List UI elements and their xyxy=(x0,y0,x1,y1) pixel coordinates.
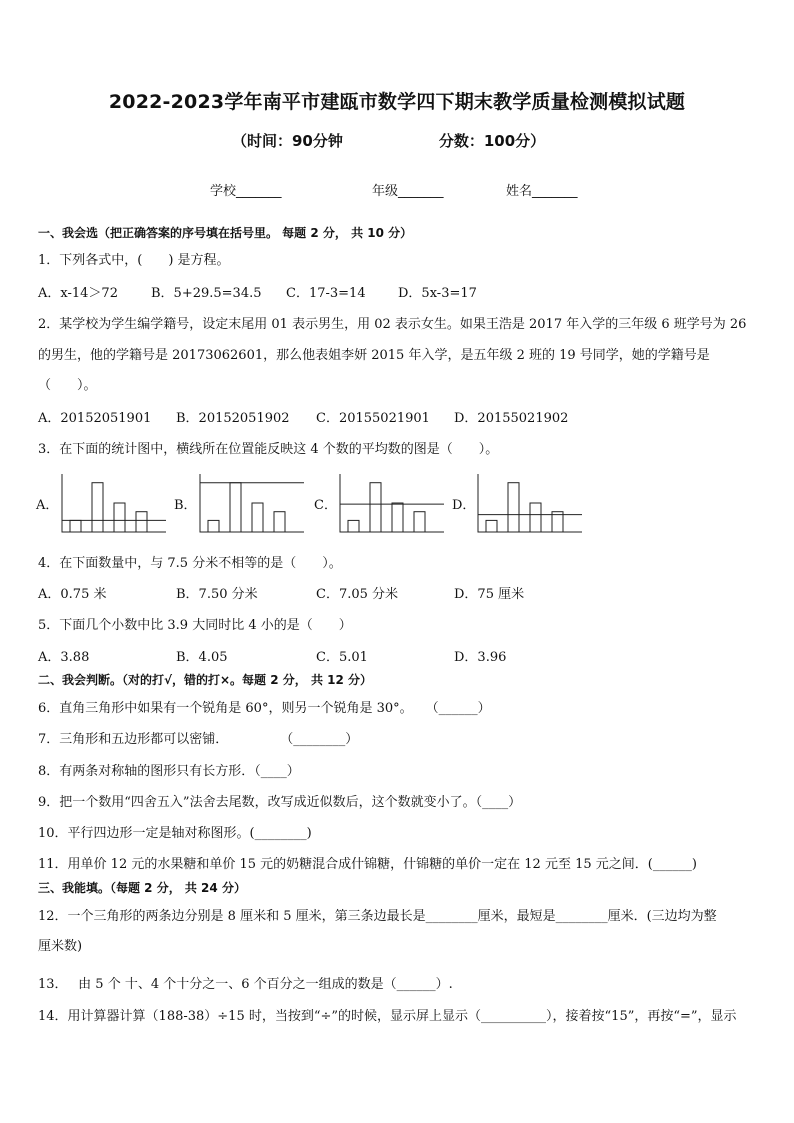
q7-text: 7．三角形和五边形都可以密铺． （________） xyxy=(38,732,359,747)
q3-text: 3．在下面的统计图中，横线所在位置能反映这 4 个数的平均数的图是（ ）。 xyxy=(38,442,499,457)
score-label: 分数：100分） xyxy=(438,132,546,150)
q13-text: 13． 由 5 个 十、4 个十分之一、6 个百分之一组成的数是（______）. xyxy=(38,977,453,992)
q5-option-b: B．4.05 xyxy=(176,650,228,665)
chart-bar xyxy=(414,512,425,532)
time-label: （时间：90分钟 xyxy=(232,132,343,150)
chart-b-label: B． xyxy=(174,498,197,513)
q1-option-d: D．5x-3=17 xyxy=(398,286,477,301)
q2-text-line1: 2．某学校为学生编学籍号，设定末尾用 01 表示男生，用 02 表示女生。如果王浩是 2017 年入学的三年级 6 班学号为 26 xyxy=(38,317,747,332)
name-field: 姓名_______ xyxy=(506,184,578,199)
chart-a-svg xyxy=(60,470,170,536)
chart-bar xyxy=(274,512,285,532)
chart-bar xyxy=(70,520,81,532)
chart-c-label: C． xyxy=(314,498,337,513)
q2-option-b: B．20152051902 xyxy=(176,411,290,426)
q10-text: 10．平行四边形一定是轴对称图形。(________) xyxy=(38,826,312,841)
chart-d-label: D． xyxy=(452,498,476,513)
chart-c-svg xyxy=(338,470,448,536)
q5-text: 5．下面几个小数中比 3.9 大同时比 4 小的是（ ） xyxy=(38,618,352,633)
chart-bar xyxy=(92,483,103,532)
q4-text: 4．在下面数量中，与 7.5 分米不相等的是（ ）。 xyxy=(38,556,342,571)
grade-field: 年级_______ xyxy=(372,184,444,199)
chart-bar xyxy=(392,503,403,532)
section-2-heading: 二、我会判断。（对的打√，错的打×。每题 2 分， 共 12 分） xyxy=(38,673,372,687)
chart-bar xyxy=(508,483,519,532)
q8-text: 8．有两条对称轴的图形只有长方形．（____） xyxy=(38,764,300,779)
q4-option-a: A．0.75 米 xyxy=(38,587,107,602)
chart-bar xyxy=(348,520,359,532)
q1-option-c: C．17-3=14 xyxy=(286,286,366,301)
chart-d-svg xyxy=(476,470,586,536)
q2-option-c: C．20155021901 xyxy=(316,411,430,426)
q2-text-line3: （ ）。 xyxy=(38,378,97,393)
chart-bar xyxy=(486,520,497,532)
chart-bar xyxy=(208,520,219,532)
q2-option-d: D．20155021902 xyxy=(454,411,569,426)
q1-text: 1．下列各式中，( ) 是方程。 xyxy=(38,253,230,268)
page-title: 2022-2023学年南平市建瓯市数学四下期末教学质量检测模拟试题 xyxy=(108,91,686,113)
q4-option-b: B．7.50 分米 xyxy=(176,587,258,602)
q12-text-line1: 12．一个三角形的两条边分别是 8 厘米和 5 厘米，第三条边最长是________厘米，最短是________厘米．(三边均为整 xyxy=(38,909,717,924)
chart-bar xyxy=(114,503,125,532)
q4-option-d: D．75 厘米 xyxy=(454,587,525,602)
chart-bar xyxy=(136,512,147,532)
chart-b-svg xyxy=(198,470,308,536)
q6-text: 6．直角三角形中如果有一个锐角是 60°，则另一个锐角是 30°。 （______） xyxy=(38,701,491,716)
q2-text-line2: 的男生，他的学籍号是 20173062601，那么他表姐李妍 2015 年入学，是五年级 2 班的 19 号同学，她的学籍号是 xyxy=(38,348,710,363)
q14-text: 14．用计算器计算（188-38）÷15 时，当按到“÷”的时候，显示屏上显示（__________），接着按“15”，再按“=”，显示 xyxy=(38,1009,737,1024)
q2-option-a: A．20152051901 xyxy=(38,411,152,426)
school-field: 学校_______ xyxy=(210,184,282,199)
q1-option-b: B．5+29.5=34.5 xyxy=(151,286,262,301)
q5-option-a: A．3.88 xyxy=(38,650,90,665)
chart-bar xyxy=(252,503,263,532)
q12-text-line2: 厘米数) xyxy=(38,939,83,954)
q5-option-d: D．3.96 xyxy=(454,650,507,665)
time-score-line xyxy=(232,130,545,151)
q5-option-c: C．5.01 xyxy=(316,650,368,665)
q9-text: 9．把一个数用“四舍五入”法舍去尾数，改写成近似数后，这个数就变小了。（____） xyxy=(38,795,522,810)
chart-bar xyxy=(370,483,381,532)
q3-charts xyxy=(36,470,756,540)
chart-a-label: A． xyxy=(36,498,59,513)
section-3-heading: 三、我能填。（每题 2 分， 共 24 分） xyxy=(38,881,246,895)
q11-text: 11．用单价 12 元的水果糖和单价 15 元的奶糖混合成什锦糖，什锦糖的单价一定在 12 元至 15 元之间．(______) xyxy=(38,857,697,872)
q1-option-a: A．x-14＞72 xyxy=(38,286,118,301)
q4-option-c: C．7.05 分米 xyxy=(316,587,399,602)
chart-bar xyxy=(530,503,541,532)
section-1-heading: 一、我会选（把正确答案的序号填在括号里。 每题 2 分， 共 10 分） xyxy=(38,226,413,240)
chart-bar xyxy=(230,483,241,532)
